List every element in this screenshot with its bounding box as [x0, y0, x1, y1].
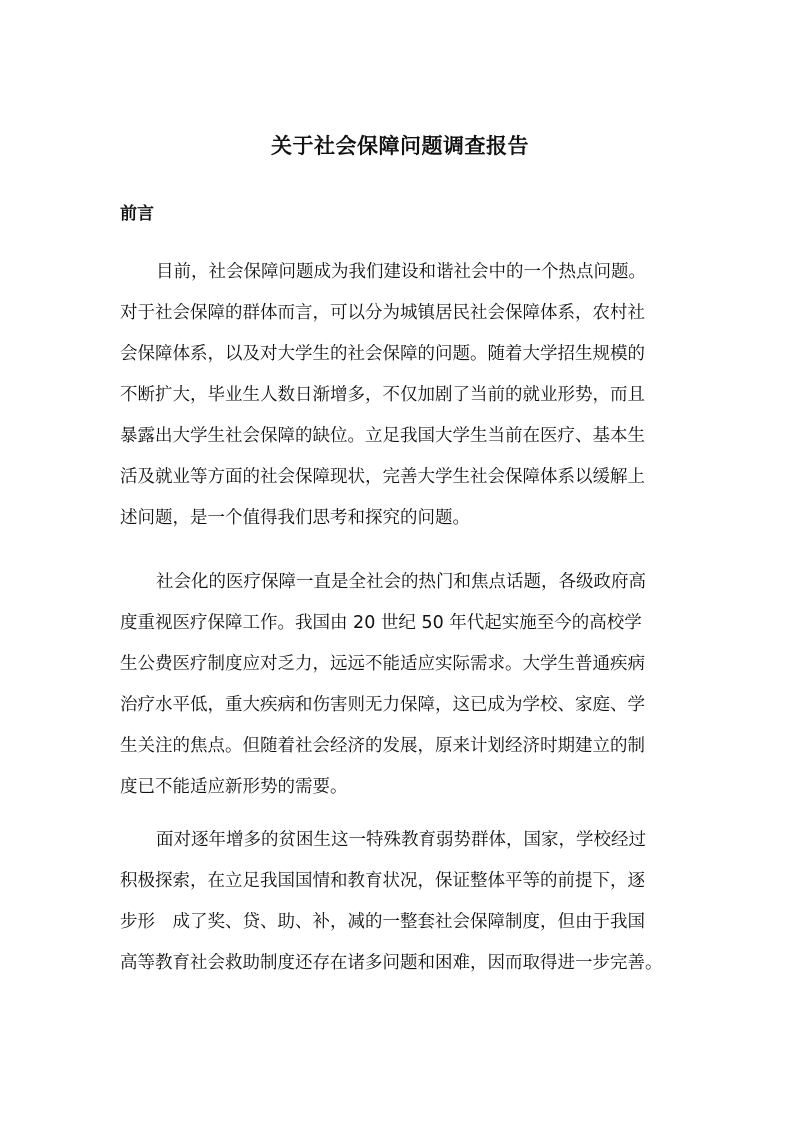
paragraph-line: 暴露出大学生社会保障的缺位。立足我国大学生当前在医疗、基本生 [120, 426, 645, 446]
paragraph-line: 治疗水平低，重大疾病和伤害则无力保障，这已成为学校、家庭、学 [120, 695, 645, 715]
paragraph-2 [120, 562, 688, 808]
document-title: 关于社会保障问题调查报告 [271, 134, 529, 158]
paragraph-line: 积极探索，在立足我国国情和教育状况，保证整体平等的前提下，逐 [120, 871, 645, 891]
paragraph-line: 生关注的焦点。但随着社会经济的发展，原来计划经济时期建立的制 [120, 736, 645, 756]
paragraph-line: 会保障体系，以及对大学生的社会保障的问题。随着大学招生规模的 [120, 344, 645, 364]
paragraph-line: 述问题，是一个值得我们思考和探究的问题。 [120, 508, 470, 528]
paragraph-line: 步形 成了奖、贷、助、补，减的一整套社会保障制度，但由于我国 [120, 912, 645, 932]
paragraph-line: 度重视医疗保障工作。我国由 20 世纪 50 年代起实施至今的高校学 [120, 613, 642, 633]
paragraph-line: 活及就业等方面的社会保障现状，完善大学生社会保障体系以缓解上 [120, 467, 645, 487]
paragraph-line: 目前，社会保障问题成为我们建设和谐社会中的一个热点问题。 [156, 262, 646, 282]
paragraph-1 [120, 252, 688, 539]
paragraph-line: 度已不能适应新形势的需要。 [120, 777, 348, 797]
paragraph-line: 面对逐年增多的贫困生这一特殊教育弱势群体，国家，学校经过 [156, 830, 646, 850]
paragraph-line: 不断扩大，毕业生人数日渐增多，不仅加剧了当前的就业形势，而且 [120, 385, 645, 405]
paragraph-line: 社会化的医疗保障一直是全社会的热门和焦点话题，各级政府高 [156, 572, 646, 592]
paragraph-3 [120, 820, 688, 984]
paragraph-line: 高等教育社会救助制度还存在诸多问题和困难，因而取得进一步完善。 [120, 953, 663, 973]
section-heading-preface: 前言 [120, 204, 154, 224]
paragraph-line: 对于社会保障的群体而言，可以分为城镇居民社会保障体系，农村社 [120, 303, 645, 323]
paragraph-line: 生公费医疗制度应对乏力，远远不能适应实际需求。大学生普通疾病 [120, 654, 645, 674]
